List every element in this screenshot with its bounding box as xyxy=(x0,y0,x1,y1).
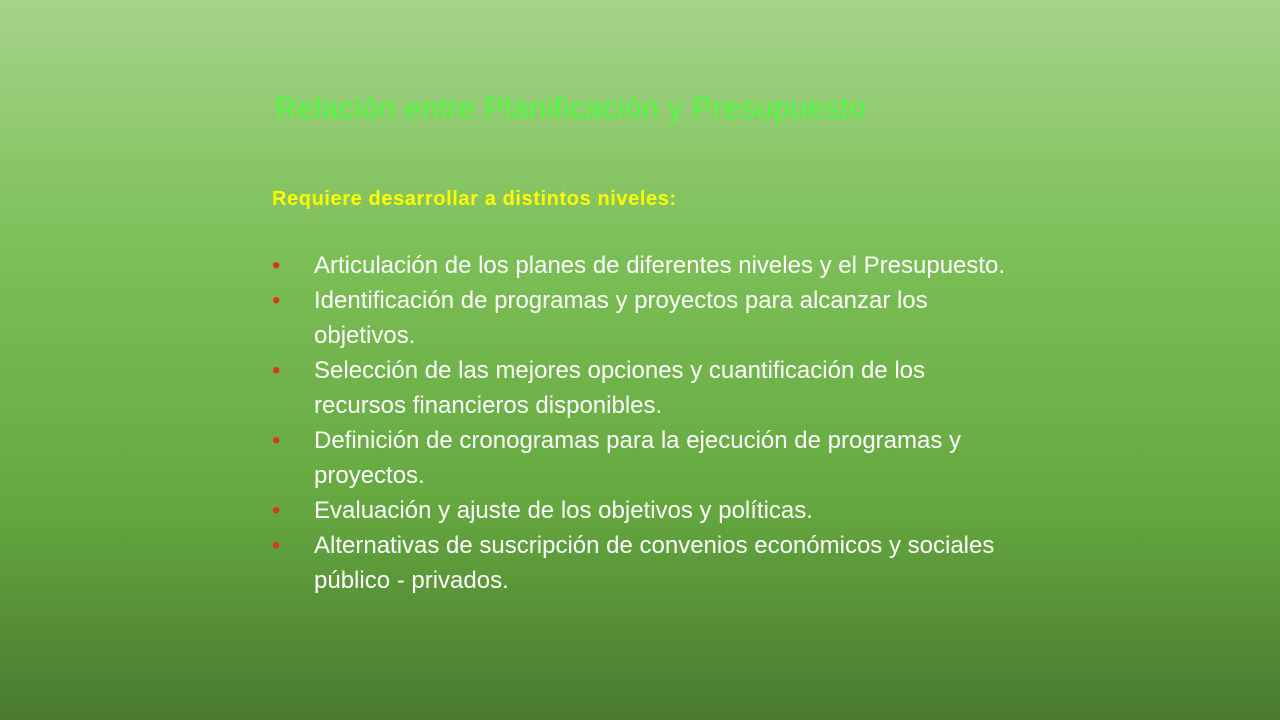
bullet-item xyxy=(272,528,1014,598)
bullet-marker-icon: • xyxy=(272,497,281,524)
bullet-text: Evaluación y ajuste de los objetivos y políticas. xyxy=(314,497,813,524)
bullet-item xyxy=(272,423,1014,493)
bullet-text: Definición de cronogramas para la ejecución de programas y proyectos. xyxy=(314,427,962,489)
bullet-marker-icon: • xyxy=(272,357,281,384)
bullet-item xyxy=(272,283,1014,353)
bullet-marker-icon: • xyxy=(272,287,281,314)
bullet-list xyxy=(272,248,1052,598)
bullet-marker-icon: • xyxy=(272,252,281,279)
bullet-item xyxy=(272,248,1014,283)
bullet-text: Alternativas de suscripción de convenios económicos y sociales público - privados. xyxy=(314,532,995,594)
bullet-marker-icon: • xyxy=(272,532,281,559)
bullet-item xyxy=(272,493,1014,528)
bullet-item xyxy=(272,353,1014,423)
bullet-text: Selección de las mejores opciones y cuantificación de los recursos financieros disponibles. xyxy=(314,357,926,419)
slide-subtitle: Requiere desarrollar a distintos niveles: xyxy=(272,188,677,210)
bullet-text: Articulación de los planes de diferentes niveles y el Presupuesto. xyxy=(314,252,1006,279)
slide-title: Relación entre Planificación y Presupuesto xyxy=(275,92,867,125)
bullet-marker-icon: • xyxy=(272,427,281,454)
bullet-text: Identificación de programas y proyectos para alcanzar los objetivos. xyxy=(314,287,928,349)
